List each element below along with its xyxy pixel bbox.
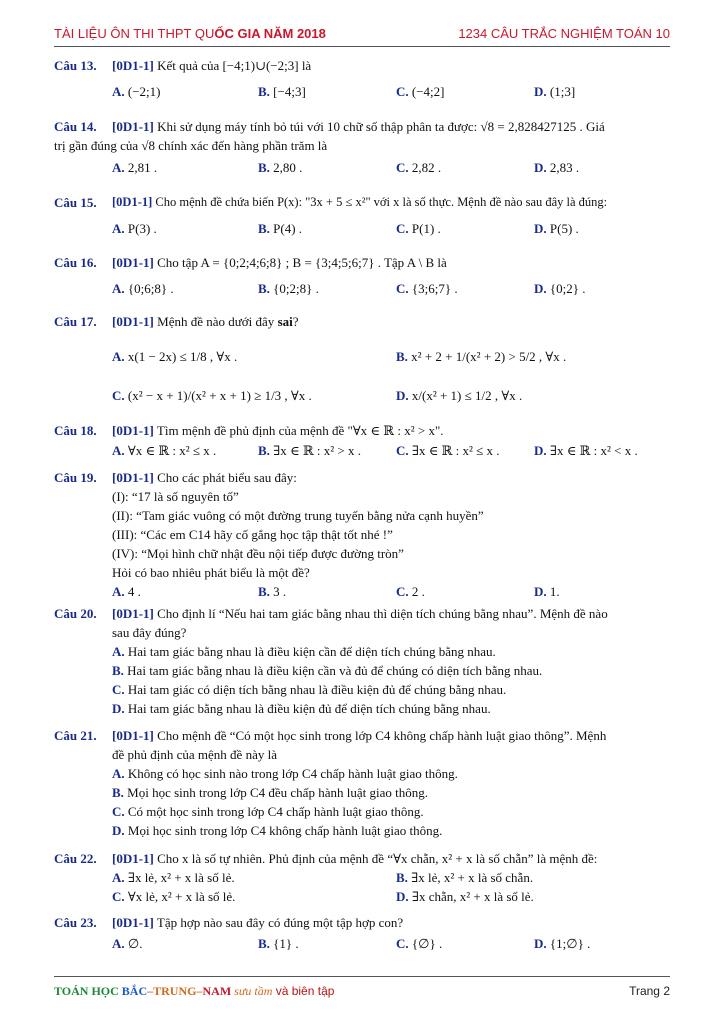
question-21 bbox=[54, 726, 674, 840]
header-rule bbox=[54, 46, 670, 47]
option-label: C. bbox=[112, 804, 125, 819]
option-text: ∀x ∈ ℝ : x² ≤ x . bbox=[127, 443, 217, 458]
question-text-cont: trị gần đúng của √8 chính xác đến hàng phần trăm là bbox=[54, 138, 328, 153]
option-text: x² + 2 + 1/(x² + 2) > 5/2 , ∀x . bbox=[411, 349, 567, 364]
question-text: Tìm mệnh đề phủ định của mệnh đề "∀x ∈ ℝ : x² > x". bbox=[156, 423, 444, 438]
option-text: {1} . bbox=[273, 936, 299, 951]
question-text: Tập hợp nào sau đây có đúng một tập hợp con? bbox=[156, 915, 404, 930]
page-header bbox=[54, 26, 670, 46]
option-text: 2,80 . bbox=[273, 160, 303, 175]
question-text-end: ? bbox=[292, 314, 299, 329]
question-tag: [0D1-1] bbox=[112, 195, 153, 209]
option-label: C. bbox=[396, 84, 409, 99]
option-label: B. bbox=[258, 221, 270, 236]
question-19 bbox=[54, 468, 674, 601]
option-label: A. bbox=[112, 644, 125, 659]
options-row bbox=[112, 887, 674, 906]
option-label: D. bbox=[534, 584, 547, 599]
option-text: Không có học sinh nào trong lớp C4 chấp hành luật giao thông. bbox=[127, 766, 458, 781]
option-text: Mọi học sinh trong lớp C4 đều chấp hành luật giao thông. bbox=[127, 785, 428, 800]
question-tag: [0D1-1] bbox=[112, 119, 154, 134]
question-tag: [0D1-1] bbox=[112, 470, 154, 485]
option-label: D. bbox=[396, 889, 409, 904]
option-label: B. bbox=[258, 281, 270, 296]
footer-rule bbox=[54, 976, 670, 977]
question-number: Câu 20. bbox=[54, 606, 97, 621]
option-text: 2,83 . bbox=[549, 160, 580, 175]
option-text: {∅} . bbox=[411, 936, 443, 951]
page-number: Trang 2 bbox=[629, 984, 670, 998]
option-text: 3 . bbox=[273, 584, 287, 599]
question-number: Câu 17. bbox=[54, 314, 97, 329]
option-text: Có một học sinh trong lớp C4 chấp hành luật giao thông. bbox=[127, 804, 424, 819]
option-text: [−4;3] bbox=[273, 84, 306, 99]
question-text: Cho định lí “Nếu hai tam giác bằng nhau thì diện tích chúng bằng nhau”. Mệnh đề nào bbox=[157, 606, 608, 621]
footer-part: NAM bbox=[202, 984, 232, 998]
question-tag: [0D1-1] bbox=[112, 423, 154, 438]
option-label: D. bbox=[534, 936, 547, 951]
question-tag: [0D1-1] bbox=[112, 728, 154, 743]
question-text: Cho mệnh đề “Có một học sinh trong lớp C4 không chấp hành luật giao thông”. Mệnh bbox=[157, 728, 607, 743]
option-line bbox=[112, 802, 674, 821]
option-label: C. bbox=[396, 221, 409, 236]
option-line bbox=[112, 642, 674, 661]
question-14 bbox=[54, 117, 674, 177]
question-text-cont: sau đây đúng? bbox=[112, 625, 187, 640]
option-text: 2 . bbox=[411, 584, 425, 599]
option-text: ∃x lẻ, x² + x là số chẵn. bbox=[411, 870, 534, 885]
options-row bbox=[112, 279, 674, 298]
option-label: A. bbox=[112, 84, 125, 99]
option-text: 4 . bbox=[127, 584, 141, 599]
option-text: Hai tam giác có diện tích bằng nhau là điều kiện đủ để chúng bằng nhau. bbox=[127, 682, 507, 697]
option-text: ∃x lẻ, x² + x là số lẻ. bbox=[127, 870, 235, 885]
option-line bbox=[112, 764, 674, 783]
page-footer bbox=[54, 984, 670, 1002]
question-number: Câu 22. bbox=[54, 851, 97, 866]
footer-credit bbox=[54, 984, 334, 999]
option-label: C. bbox=[112, 682, 125, 697]
option-label: D. bbox=[534, 160, 547, 175]
footer-part: và biên tập bbox=[272, 984, 335, 998]
option-text: Hai tam giác bằng nhau là điều kiện cần và đủ để chúng có diện tích bằng nhau. bbox=[127, 663, 543, 678]
option-text: ∃x ∈ ℝ : x² < x . bbox=[549, 443, 638, 458]
question-text: Cho các phát biểu sau đây: bbox=[157, 470, 297, 485]
options-row bbox=[112, 582, 674, 601]
question-number: Câu 19. bbox=[54, 470, 97, 485]
option-text: Mọi học sinh trong lớp C4 không chấp hành luật giao thông. bbox=[127, 823, 443, 838]
option-label: B. bbox=[112, 785, 124, 800]
question-tag: [0D1-1] bbox=[112, 606, 154, 621]
question-number: Câu 14. bbox=[54, 119, 97, 134]
statement-line: Hỏi có bao nhiêu phát biểu là một đề? bbox=[112, 565, 310, 580]
question-tag: [0D1-1] bbox=[112, 915, 154, 930]
options-row bbox=[112, 868, 674, 887]
option-label: A. bbox=[112, 936, 125, 951]
question-23 bbox=[54, 913, 674, 953]
option-text: P(3) . bbox=[127, 221, 157, 236]
option-label: A. bbox=[112, 870, 125, 885]
options-row bbox=[112, 934, 674, 953]
option-label: B. bbox=[258, 84, 270, 99]
option-text: x(1 − 2x) ≤ 1/8 , ∀x . bbox=[127, 349, 238, 364]
option-text: {0;2} . bbox=[549, 281, 586, 296]
option-label: A. bbox=[112, 281, 125, 296]
option-label: C. bbox=[396, 160, 409, 175]
question-tag: [0D1-1] bbox=[112, 255, 154, 270]
option-line bbox=[112, 699, 674, 718]
question-text: Cho mệnh đề chứa biến P(x): "3x + 5 ≤ x²" với x là số thực. Mệnh đề nào sau đây là đúng: bbox=[155, 195, 608, 209]
option-text: {1;∅} . bbox=[549, 936, 591, 951]
question-tag: [0D1-1] bbox=[112, 851, 154, 866]
option-line bbox=[112, 680, 674, 699]
option-line bbox=[112, 661, 674, 680]
question-13 bbox=[54, 56, 674, 101]
option-text: {0;6;8} . bbox=[127, 281, 174, 296]
question-17 bbox=[54, 312, 674, 405]
option-label: C. bbox=[396, 936, 409, 951]
question-20 bbox=[54, 604, 674, 718]
statement-line: (IV): “Mọi hình chữ nhật đều nội tiếp được đường tròn” bbox=[112, 546, 404, 561]
option-text: P(1) . bbox=[411, 221, 441, 236]
option-label: D. bbox=[534, 443, 547, 458]
footer-part: BẮC bbox=[121, 984, 148, 998]
option-label: A. bbox=[112, 584, 125, 599]
question-bold: sai bbox=[277, 314, 293, 329]
option-label: D. bbox=[534, 281, 547, 296]
options-row bbox=[112, 441, 674, 460]
option-text: P(5) . bbox=[549, 221, 579, 236]
options-row bbox=[112, 82, 674, 101]
options-row bbox=[112, 219, 674, 238]
header-right: 1234 CÂU TRẮC NGHIỆM TOÁN 10 bbox=[458, 26, 670, 41]
option-label: D. bbox=[534, 84, 547, 99]
option-label: B. bbox=[396, 349, 408, 364]
question-16 bbox=[54, 253, 674, 298]
option-text: ∃x ∈ ℝ : x² > x . bbox=[273, 443, 361, 458]
option-text: 2,81 . bbox=[127, 160, 158, 175]
footer-part: sưu tầm bbox=[231, 984, 273, 998]
option-label: B. bbox=[396, 870, 408, 885]
option-text: (x² − x + 1)/(x² + x + 1) ≥ 1/3 , ∀x . bbox=[127, 388, 312, 403]
option-label: B. bbox=[258, 443, 270, 458]
option-text: (−2;1) bbox=[127, 84, 161, 99]
question-number: Câu 16. bbox=[54, 255, 97, 270]
option-label: B. bbox=[258, 160, 270, 175]
question-number: Câu 13. bbox=[54, 58, 97, 73]
header-left bbox=[54, 26, 326, 41]
question-tag: [0D1-1] bbox=[112, 314, 154, 329]
question-number: Câu 15. bbox=[54, 195, 97, 210]
question-18 bbox=[54, 421, 674, 460]
option-text: 2,82 . bbox=[411, 160, 442, 175]
option-label: C. bbox=[112, 889, 125, 904]
option-label: D. bbox=[112, 701, 125, 716]
option-text: {0;2;8} . bbox=[273, 281, 319, 296]
question-number: Câu 23. bbox=[54, 915, 97, 930]
statement-line: (II): “Tam giác vuông có một đường trung tuyến bằng nửa cạnh huyền” bbox=[112, 508, 484, 523]
option-label: B. bbox=[258, 584, 270, 599]
question-tag: [0D1-1] bbox=[112, 58, 154, 73]
option-text: ∀x lẻ, x² + x là số lẻ. bbox=[127, 889, 236, 904]
question-text: Cho x là số tự nhiên. Phủ định của mệnh đề “∀x chẵn, x² + x là số chẵn” là mệnh đề: bbox=[157, 851, 598, 866]
question-number: Câu 18. bbox=[54, 423, 97, 438]
option-label: A. bbox=[112, 160, 125, 175]
question-text: Cho tập A = {0;2;4;6;8} ; B = {3;4;5;6;7} . Tập A \ B là bbox=[157, 255, 447, 270]
option-text: Hai tam giác bằng nhau là điều kiện cần để diện tích chúng bằng nhau. bbox=[127, 644, 496, 659]
option-label: C. bbox=[112, 388, 125, 403]
question-text: Khi sử dụng máy tính bỏ túi với 10 chữ số thập phân ta được: √8 = 2,828427125 . Giá bbox=[157, 119, 605, 134]
option-label: C. bbox=[396, 443, 409, 458]
question-22 bbox=[54, 849, 674, 906]
option-text: x/(x² + 1) ≤ 1/2 , ∀x . bbox=[411, 388, 523, 403]
option-line bbox=[112, 783, 674, 802]
question-15 bbox=[54, 193, 674, 238]
option-label: B. bbox=[258, 936, 270, 951]
option-line bbox=[112, 821, 674, 840]
option-label: D. bbox=[396, 388, 409, 403]
question-text: Kết quả của [−4;1)∪(−2;3] là bbox=[157, 58, 312, 73]
option-label: D. bbox=[534, 221, 547, 236]
option-label: A. bbox=[112, 443, 125, 458]
option-text: P(4) . bbox=[273, 221, 303, 236]
option-label: C. bbox=[396, 281, 409, 296]
option-text: Hai tam giác bằng nhau là điều kiện đủ để diện tích chúng bằng nhau. bbox=[127, 701, 491, 716]
footer-part: TOÁN HỌC bbox=[54, 984, 122, 998]
option-text: ∃x chẵn, x² + x là số lẻ. bbox=[411, 889, 534, 904]
option-label: C. bbox=[396, 584, 409, 599]
options-row bbox=[112, 347, 674, 366]
option-text: ∃x ∈ ℝ : x² ≤ x . bbox=[411, 443, 500, 458]
statement-line: (I): “17 là số nguyên tố” bbox=[112, 489, 239, 504]
option-label: B. bbox=[112, 663, 124, 678]
option-label: D. bbox=[112, 823, 125, 838]
option-text: 1. bbox=[549, 584, 560, 599]
statement-line: (III): “Các em C14 hãy cố gắng học tập thật tốt nhé !” bbox=[112, 527, 393, 542]
options-row bbox=[112, 386, 674, 405]
question-text: Mệnh đề nào dưới đây bbox=[157, 314, 278, 329]
option-text: {3;6;7} . bbox=[411, 281, 458, 296]
option-label: A. bbox=[112, 766, 125, 781]
question-number: Câu 21. bbox=[54, 728, 97, 743]
option-text: ∅. bbox=[127, 936, 143, 951]
option-text: (1;3] bbox=[549, 84, 576, 99]
header-left-bold: ỐC GIA NĂM 2018 bbox=[214, 26, 326, 41]
option-text: (−4;2] bbox=[411, 84, 445, 99]
header-left-normal: TÀI LIỆU ÔN THI THPT QU bbox=[54, 26, 215, 41]
option-label: A. bbox=[112, 221, 125, 236]
question-text-cont: đề phủ định của mệnh đề này là bbox=[112, 747, 277, 762]
option-label: A. bbox=[112, 349, 125, 364]
footer-part: –TRUNG– bbox=[147, 984, 203, 998]
options-row bbox=[112, 158, 674, 177]
